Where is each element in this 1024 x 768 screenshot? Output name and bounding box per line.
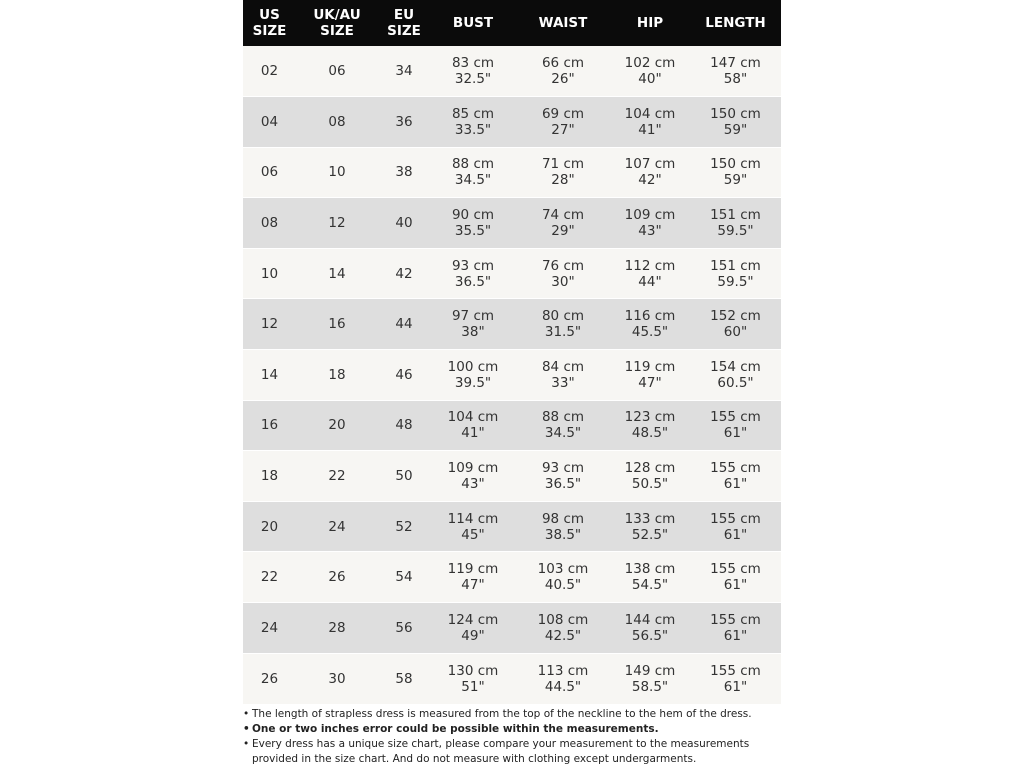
hip-cm-value: 109 cm [624,207,676,224]
table-row [243,46,781,97]
bust-cm-value: 114 cm [447,510,499,527]
us-size-cell: 22 [243,552,296,603]
hip-inch-value: 44" [638,273,662,290]
hip-cell [610,552,690,603]
us-size-cell: 02 [260,63,279,80]
table-row [243,400,781,451]
uk-au-size-cell: 10 [296,147,378,198]
hip-cm-value: 144 cm [624,611,676,628]
bullet-icon: • [243,723,250,735]
eu-size-cell: 54 [378,552,430,603]
us-size-cell: 08 [243,198,296,249]
hip-cell [610,299,690,350]
table-row [243,198,781,249]
bust-inch-value: 33.5" [454,121,492,138]
hip-inch-value: 40" [638,71,662,88]
hip-inch-value: 45.5" [631,324,669,341]
uk-au-size-cell: 20 [296,400,378,451]
hip-cell [610,653,690,704]
length-cm-value: 155 cm [710,409,761,426]
table-row [243,147,781,198]
eu-size-cell: 58 [378,653,430,704]
us-size-cell: 26 [243,653,296,704]
bust-cell [430,97,516,148]
hip-cm-value: 112 cm [624,257,676,274]
bust-inch-value: 49" [461,627,485,644]
length-cell [690,248,781,299]
column-header-label: US [259,7,280,23]
waist-cm-value: 113 cm [537,662,589,679]
column-header-label: UK/AU [313,7,361,23]
bust-inch-value: 51" [461,678,485,695]
column-header-uk-au-size [296,0,378,46]
column-header-label: LENGTH [705,15,766,31]
bust-cell [430,400,516,451]
hip-cell [610,501,690,552]
waist-inch-value: 44.5" [544,678,582,695]
column-header-length [690,0,781,46]
us-size-cell: 14 [243,350,296,401]
waist-inch-value: 42.5" [544,627,582,644]
waist-cell [516,97,610,148]
hip-cell [610,198,690,249]
waist-cm-value: 98 cm [541,510,585,527]
length-cell [690,147,781,198]
note-text: One or two inches error could be possible within the measurements. [252,723,659,735]
bust-cell [430,653,516,704]
length-cell [690,198,781,249]
bust-cell [430,501,516,552]
column-header-eu-size [378,0,430,46]
length-inch-value: 59" [723,121,748,138]
uk-au-size-cell: 30 [296,653,378,704]
size-chart [243,0,781,704]
length-cell [690,653,781,704]
us-size-cell: 20 [243,501,296,552]
length-cell [690,97,781,148]
table-row [243,552,781,603]
header-row [243,0,781,46]
table-row [243,451,781,502]
eu-size-cell: 40 [378,198,430,249]
column-header-label-line2: SIZE [320,23,354,39]
us-size-cell: 12 [243,299,296,350]
length-inch-value: 61" [723,577,748,594]
waist-cm-value: 88 cm [541,409,585,426]
bust-cell [430,46,516,97]
bust-cm-value: 93 cm [451,257,495,274]
waist-cm-value: 69 cm [541,105,585,122]
waist-cell [516,603,610,654]
hip-cell [610,248,690,299]
uk-au-size-cell: 22 [296,451,378,502]
column-header-hip [610,0,690,46]
size-table [243,0,781,704]
waist-inch-value: 30" [551,273,575,290]
bust-inch-value: 39.5" [454,374,492,391]
length-inch-value: 59.5" [717,273,754,290]
hip-inch-value: 41" [638,121,662,138]
hip-cm-value: 123 cm [624,409,676,426]
hip-inch-value: 43" [638,223,662,240]
uk-au-size-cell: 18 [296,350,378,401]
bust-cell [430,198,516,249]
hip-cell [610,46,690,97]
waist-cm-value: 93 cm [541,460,585,477]
length-cell [690,350,781,401]
bust-cm-value: 124 cm [447,611,499,628]
hip-cell [610,603,690,654]
bust-inch-value: 36.5" [454,273,492,290]
us-size-cell: 18 [243,451,296,502]
waist-cm-value: 66 cm [541,55,585,72]
length-inch-value: 61" [723,425,748,442]
hip-cm-value: 102 cm [624,55,676,72]
length-inch-value: 60.5" [717,374,754,391]
eu-size-cell: 52 [378,501,430,552]
length-inch-value: 59" [723,172,748,189]
waist-cell [516,299,610,350]
waist-inch-value: 38.5" [544,526,582,543]
waist-inch-value: 27" [551,121,575,138]
table-row [243,299,781,350]
length-cm-value: 151 cm [710,257,761,274]
note-item [243,737,783,767]
waist-cm-value: 80 cm [541,308,585,325]
length-cm-value: 152 cm [710,308,761,325]
bust-cm-value: 90 cm [451,207,495,224]
waist-inch-value: 28" [551,172,575,189]
bullet-icon: • [243,708,250,720]
length-cm-value: 155 cm [710,510,761,527]
length-cell [690,603,781,654]
column-header-bust [430,0,516,46]
us-size-cell: 06 [243,147,296,198]
waist-inch-value: 29" [551,223,575,240]
hip-cm-value: 104 cm [624,105,676,122]
measurement-notes [243,707,783,767]
bust-inch-value: 35.5" [454,223,492,240]
length-cm-value: 150 cm [710,105,761,122]
waist-cell [516,653,610,704]
waist-cm-value: 71 cm [541,156,585,173]
hip-cell [610,97,690,148]
hip-cell [610,451,690,502]
bust-inch-value: 43" [461,476,485,493]
waist-cell [516,501,610,552]
column-header-label-line2: SIZE [252,23,287,39]
us-size-cell: 16 [243,400,296,451]
waist-cell [516,552,610,603]
length-cell [690,400,781,451]
eu-size-cell: 42 [378,248,430,299]
us-size-cell: 24 [243,603,296,654]
table-row [243,97,781,148]
length-inch-value: 61" [723,476,748,493]
column-header-label-line2: SIZE [387,23,421,39]
uk-au-size-cell: 06 [328,63,346,80]
table-row [243,501,781,552]
waist-cell [516,248,610,299]
hip-inch-value: 48.5" [631,425,669,442]
bust-inch-value: 38" [461,324,485,341]
bust-cm-value: 97 cm [451,308,495,325]
waist-cell [516,147,610,198]
length-inch-value: 61" [723,678,748,695]
eu-size-cell: 38 [378,147,430,198]
uk-au-size-cell: 16 [296,299,378,350]
length-inch-value: 58" [723,71,748,88]
table-row [243,653,781,704]
hip-inch-value: 56.5" [631,627,669,644]
bust-cell [430,603,516,654]
column-header-waist [516,0,610,46]
bust-inch-value: 45" [461,526,485,543]
hip-cm-value: 116 cm [624,308,676,325]
hip-inch-value: 54.5" [631,577,669,594]
bust-cell [430,299,516,350]
waist-inch-value: 33" [551,374,575,391]
hip-cell [610,147,690,198]
length-cm-value: 147 cm [710,55,761,72]
eu-size-cell: 34 [395,63,413,80]
waist-inch-value: 31.5" [544,324,582,341]
waist-cell [516,451,610,502]
eu-size-cell: 44 [378,299,430,350]
uk-au-size-cell: 08 [296,97,378,148]
length-cm-value: 150 cm [710,156,761,173]
note-text: Every dress has a unique size chart, please compare your measurement to the measurements provided in the size chart. And do not measure with clothing except undergarments. [252,738,750,765]
waist-inch-value: 26" [551,71,575,88]
waist-cm-value: 103 cm [537,561,589,578]
waist-inch-value: 34.5" [544,425,582,442]
hip-cm-value: 128 cm [624,460,676,477]
hip-inch-value: 58.5" [631,678,669,695]
column-header-us-size [243,0,296,46]
hip-inch-value: 47" [638,374,662,391]
note-item [243,707,783,722]
note-text: The length of strapless dress is measured from the top of the neckline to the hem of the dress. [252,708,752,720]
column-header-label: EU [393,7,415,23]
length-inch-value: 61" [723,526,748,543]
length-cm-value: 151 cm [710,207,761,224]
bust-inch-value: 41" [461,425,485,442]
table-body [243,46,781,704]
eu-size-cell: 36 [378,97,430,148]
bullet-icon: • [243,738,250,750]
hip-inch-value: 50.5" [631,476,669,493]
uk-au-size-cell: 12 [296,198,378,249]
bust-cell [430,350,516,401]
eu-size-cell: 56 [378,603,430,654]
note-item [243,722,783,737]
bust-cm-value: 88 cm [451,156,495,173]
length-cell [690,299,781,350]
length-cell [690,46,781,97]
hip-cell [610,350,690,401]
eu-size-cell: 50 [378,451,430,502]
hip-cm-value: 133 cm [624,510,676,527]
table-row [243,603,781,654]
bust-cm-value: 109 cm [447,460,499,477]
us-size-cell: 04 [243,97,296,148]
length-cell [690,451,781,502]
column-header-label: BUST [452,15,494,31]
length-inch-value: 61" [723,627,748,644]
bust-cell [430,147,516,198]
bust-cell [430,248,516,299]
bust-inch-value: 34.5" [454,172,492,189]
hip-cm-value: 138 cm [624,561,676,578]
waist-cm-value: 74 cm [541,207,585,224]
waist-cell [516,46,610,97]
bust-cm-value: 130 cm [447,662,499,679]
length-cell [690,501,781,552]
length-inch-value: 59.5" [717,223,754,240]
uk-au-size-cell: 24 [296,501,378,552]
waist-cell [516,400,610,451]
waist-inch-value: 40.5" [544,577,582,594]
length-cm-value: 155 cm [710,561,761,578]
table-header [243,0,781,46]
bust-inch-value: 47" [461,577,485,594]
bust-cm-value: 100 cm [447,358,499,375]
hip-cm-value: 119 cm [624,358,676,375]
hip-inch-value: 52.5" [631,526,669,543]
eu-size-cell: 48 [378,400,430,451]
bust-cm-value: 119 cm [447,561,499,578]
waist-cell [516,350,610,401]
hip-cell [610,400,690,451]
bust-cm-value: 104 cm [447,409,499,426]
waist-inch-value: 36.5" [544,476,582,493]
bust-cm-value: 83 cm [451,55,495,72]
length-inch-value: 60" [723,324,748,341]
hip-cm-value: 107 cm [624,156,676,173]
bust-inch-value: 32.5" [454,71,492,88]
uk-au-size-cell: 28 [296,603,378,654]
column-header-label: HIP [636,15,664,31]
table-row [243,248,781,299]
length-cm-value: 155 cm [710,611,761,628]
length-cm-value: 155 cm [710,662,761,679]
length-cell [690,552,781,603]
bust-cell [430,451,516,502]
table-row [243,350,781,401]
hip-inch-value: 42" [638,172,662,189]
bust-cm-value: 85 cm [451,105,495,122]
hip-cm-value: 149 cm [624,662,676,679]
waist-cm-value: 76 cm [541,257,585,274]
length-cm-value: 155 cm [710,460,761,477]
length-cm-value: 154 cm [710,358,761,375]
bust-cell [430,552,516,603]
us-size-cell: 10 [243,248,296,299]
waist-cell [516,198,610,249]
column-header-label: WAIST [538,15,588,31]
uk-au-size-cell: 14 [296,248,378,299]
uk-au-size-cell: 26 [296,552,378,603]
eu-size-cell: 46 [378,350,430,401]
waist-cm-value: 84 cm [541,358,585,375]
waist-cm-value: 108 cm [537,611,589,628]
